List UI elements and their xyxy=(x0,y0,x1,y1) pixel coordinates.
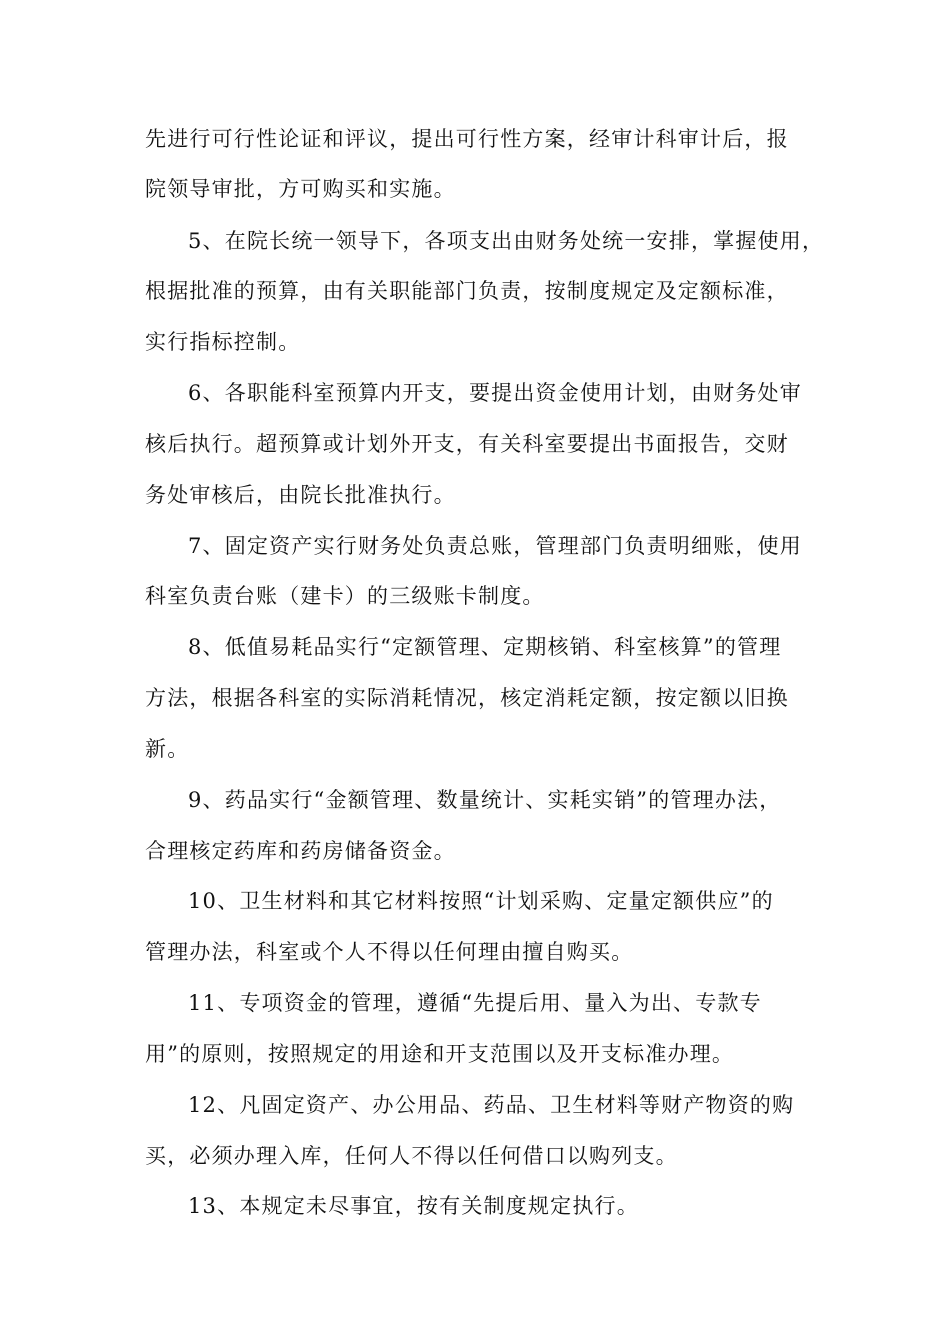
text-line: 用”的原则，按照规定的用途和开支范围以及开支标准办理。 xyxy=(145,1042,735,1066)
text-line: 新。 xyxy=(145,737,190,761)
paragraph-7-line-1: 7、固定资产实行财务处负责总账，管理部门负责明细账，使用 xyxy=(188,534,802,558)
text-line: 合理核定药库和药房储备资金。 xyxy=(145,839,456,863)
text-line: 管理办法，科室或个人不得以任何理由擅自购买。 xyxy=(145,940,634,964)
paragraph-13-line-1: 13、本规定未尽事宜，按有关制度规定执行。 xyxy=(188,1194,639,1218)
text-line: 先进行可行性论证和评议，提出可行性方案，经审计科审计后，报 xyxy=(145,127,789,151)
paragraph-6-line-1: 6、各职能科室预算内开支，要提出资金使用计划，由财务处审 xyxy=(188,381,802,405)
paragraph-10-line-1: 10、卫生材料和其它材料按照“计划采购、定量定额供应”的 xyxy=(188,889,774,913)
text-line: 买，必须办理入库，任何人不得以任何借口以购列支。 xyxy=(145,1144,678,1168)
paragraph-8-line-1: 8、低值易耗品实行“定额管理、定期核销、科室核算”的管理 xyxy=(188,635,782,659)
text-line: 根据批准的预算，由有关职能部门负责，按制度规定及定额标准， xyxy=(145,279,789,303)
paragraph-5-line-1: 5、在院长统一领导下，各项支出由财务处统一安排，掌握使用， xyxy=(188,229,825,253)
paragraph-9-line-1: 9、药品实行“金额管理、数量统计、实耗实销”的管理办法， xyxy=(188,788,782,812)
text-line: 科室负责台账（建卡）的三级账卡制度。 xyxy=(145,584,545,608)
text-line: 实行指标控制。 xyxy=(145,330,301,354)
text-line: 院领导审批，方可购买和实施。 xyxy=(145,177,456,201)
text-line: 核后执行。超预算或计划外开支，有关科室要提出书面报告，交财 xyxy=(145,432,789,456)
paragraph-11-line-1: 11、专项资金的管理，遵循“先提后用、量入为出、专款专 xyxy=(188,991,762,1015)
paragraph-12-line-1: 12、凡固定资产、办公用品、药品、卫生材料等财产物资的购 xyxy=(188,1093,795,1117)
text-line: 务处审核后，由院长批准执行。 xyxy=(145,483,456,507)
text-line: 方法，根据各科室的实际消耗情况，核定消耗定额，按定额以旧换 xyxy=(145,686,789,710)
